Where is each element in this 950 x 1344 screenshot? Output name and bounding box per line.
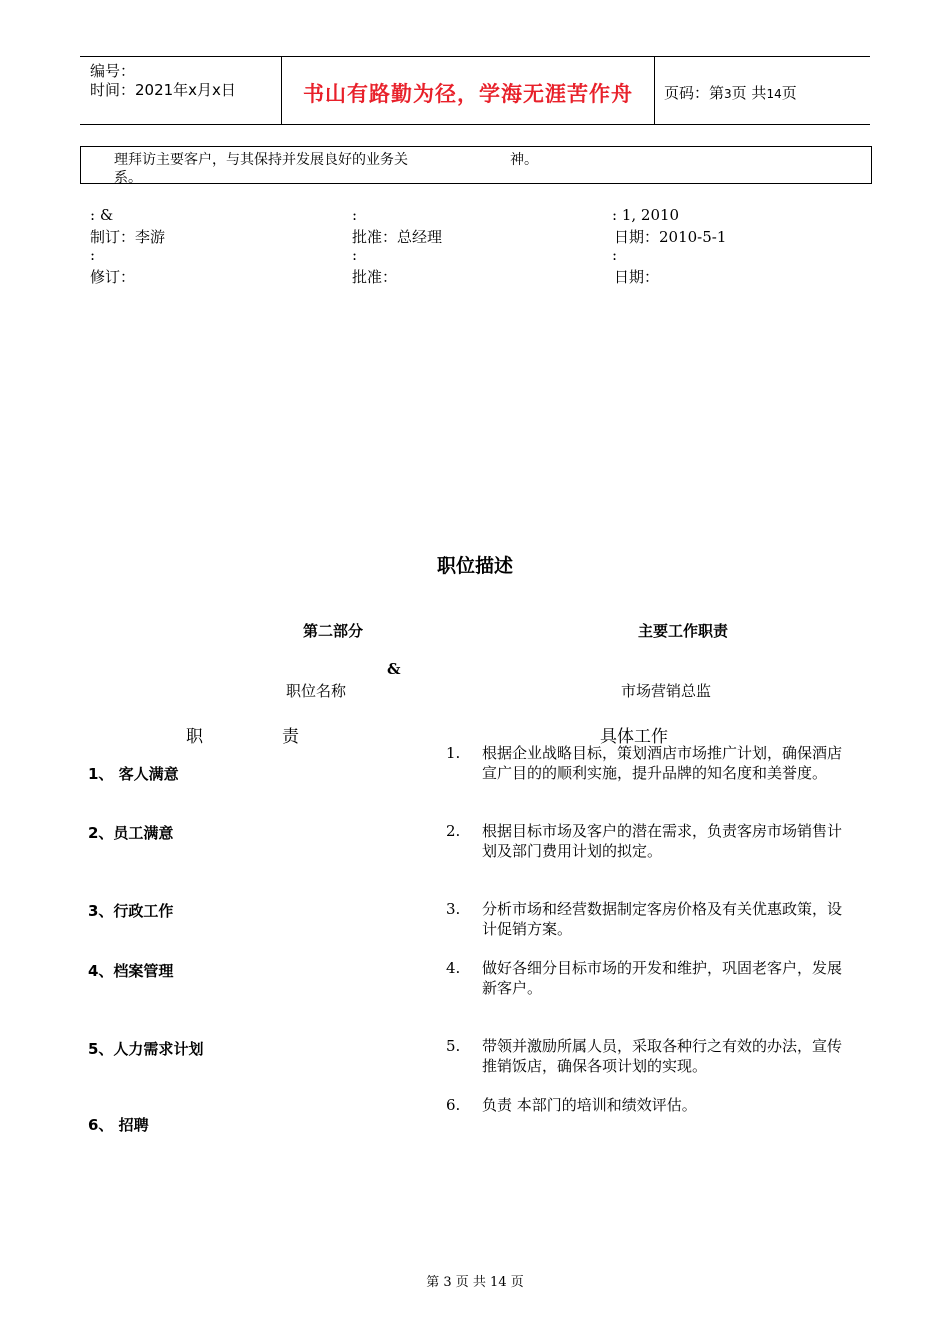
- header-divider-right: [654, 56, 655, 124]
- sig-date: 日期：2010-5-1: [614, 228, 727, 246]
- sig-drafted-by: 制订：李游: [90, 228, 166, 246]
- task-number: 1.: [446, 744, 461, 762]
- part-label: 第二部分: [303, 622, 364, 640]
- sig-row3-col2: :: [352, 246, 358, 264]
- sig-revision-date: 日期：: [614, 268, 660, 286]
- header-time-label: 时间：2021年x月x日: [90, 81, 236, 99]
- task-number: 6.: [446, 1096, 461, 1114]
- box-line-2: 系。: [114, 170, 142, 186]
- sig-revised-by: 修订：: [90, 268, 136, 286]
- box-line-1: 理拜访主要客户，与其保持并发展良好的业务关: [114, 152, 408, 168]
- part-title: 主要工作职责: [638, 622, 729, 640]
- duty-item: 1、 客人满意: [88, 765, 179, 783]
- sig-row1-col1: : &: [90, 206, 114, 224]
- task-text: 负责 本部门的培训和绩效评估。: [482, 1096, 697, 1114]
- header-number-label: 编号：: [90, 62, 136, 80]
- task-text: 做好各细分目标市场的开发和维护，巩固老客户，发展新客户。: [482, 959, 843, 997]
- ampersand-mark: &: [387, 660, 401, 678]
- page-suffix: 页: [781, 84, 797, 102]
- page-mid: 页 共: [731, 84, 767, 102]
- box-line-1-right: 神。: [510, 152, 538, 168]
- task-text: 分析市场和经营数据制定客房价格及有关优惠政策，设计促销方案。: [482, 900, 843, 938]
- header-top-rule: [80, 56, 870, 57]
- duty-item: 3、行政工作: [88, 902, 174, 920]
- document-title: 职位描述: [436, 555, 513, 577]
- position-value: 市场营销总监: [621, 682, 712, 700]
- col-duty-char1: 职: [186, 727, 203, 747]
- page-prefix: 页码：第: [664, 84, 725, 102]
- page-total: 14: [766, 87, 782, 101]
- page-current: 3: [724, 87, 732, 101]
- task-number: 5.: [446, 1037, 461, 1055]
- page-footer: 第 3 页 共 14 页: [426, 1275, 524, 1290]
- task-number: 4.: [446, 959, 461, 977]
- task-text: 根据企业战略目标，策划酒店市场推广计划，确保酒店宣广目的的顺利实施，提升品牌的知名度和美誉度。: [482, 744, 843, 782]
- task-text: 带领并激励所属人员，采取各种行之有效的办法，宣传推销饭店，确保各项计划的实现。: [482, 1037, 843, 1075]
- position-label: 职位名称: [286, 682, 347, 700]
- duty-item: 4、档案管理: [88, 962, 174, 980]
- duty-item: 2、员工满意: [88, 824, 174, 842]
- sig-approved-by: 批准：总经理: [352, 228, 443, 246]
- task-text: 根据目标市场及客户的潜在需求，负责客房市场销售计划及部门费用计划的拟定。: [482, 822, 843, 860]
- sig-revision-approved-by: 批准：: [352, 268, 398, 286]
- header-motto: 书山有路勤为径，学海无涯苦作舟: [303, 82, 633, 106]
- duty-item: 6、 招聘: [88, 1116, 149, 1134]
- sig-row1-col2: :: [352, 206, 358, 224]
- col-work-header: 具体工作: [600, 727, 668, 747]
- header-page-indicator: [664, 82, 797, 103]
- task-number: 3.: [446, 900, 461, 918]
- task-number: 2.: [446, 822, 461, 840]
- sig-row3-col1: :: [90, 246, 96, 264]
- col-duty-char2: 责: [282, 727, 299, 747]
- sig-row1-col3: : 1, 2010: [612, 206, 680, 224]
- sig-row3-col3: :: [612, 246, 618, 264]
- duty-item: 5、人力需求计划: [88, 1040, 204, 1058]
- header-bottom-rule: [80, 124, 870, 125]
